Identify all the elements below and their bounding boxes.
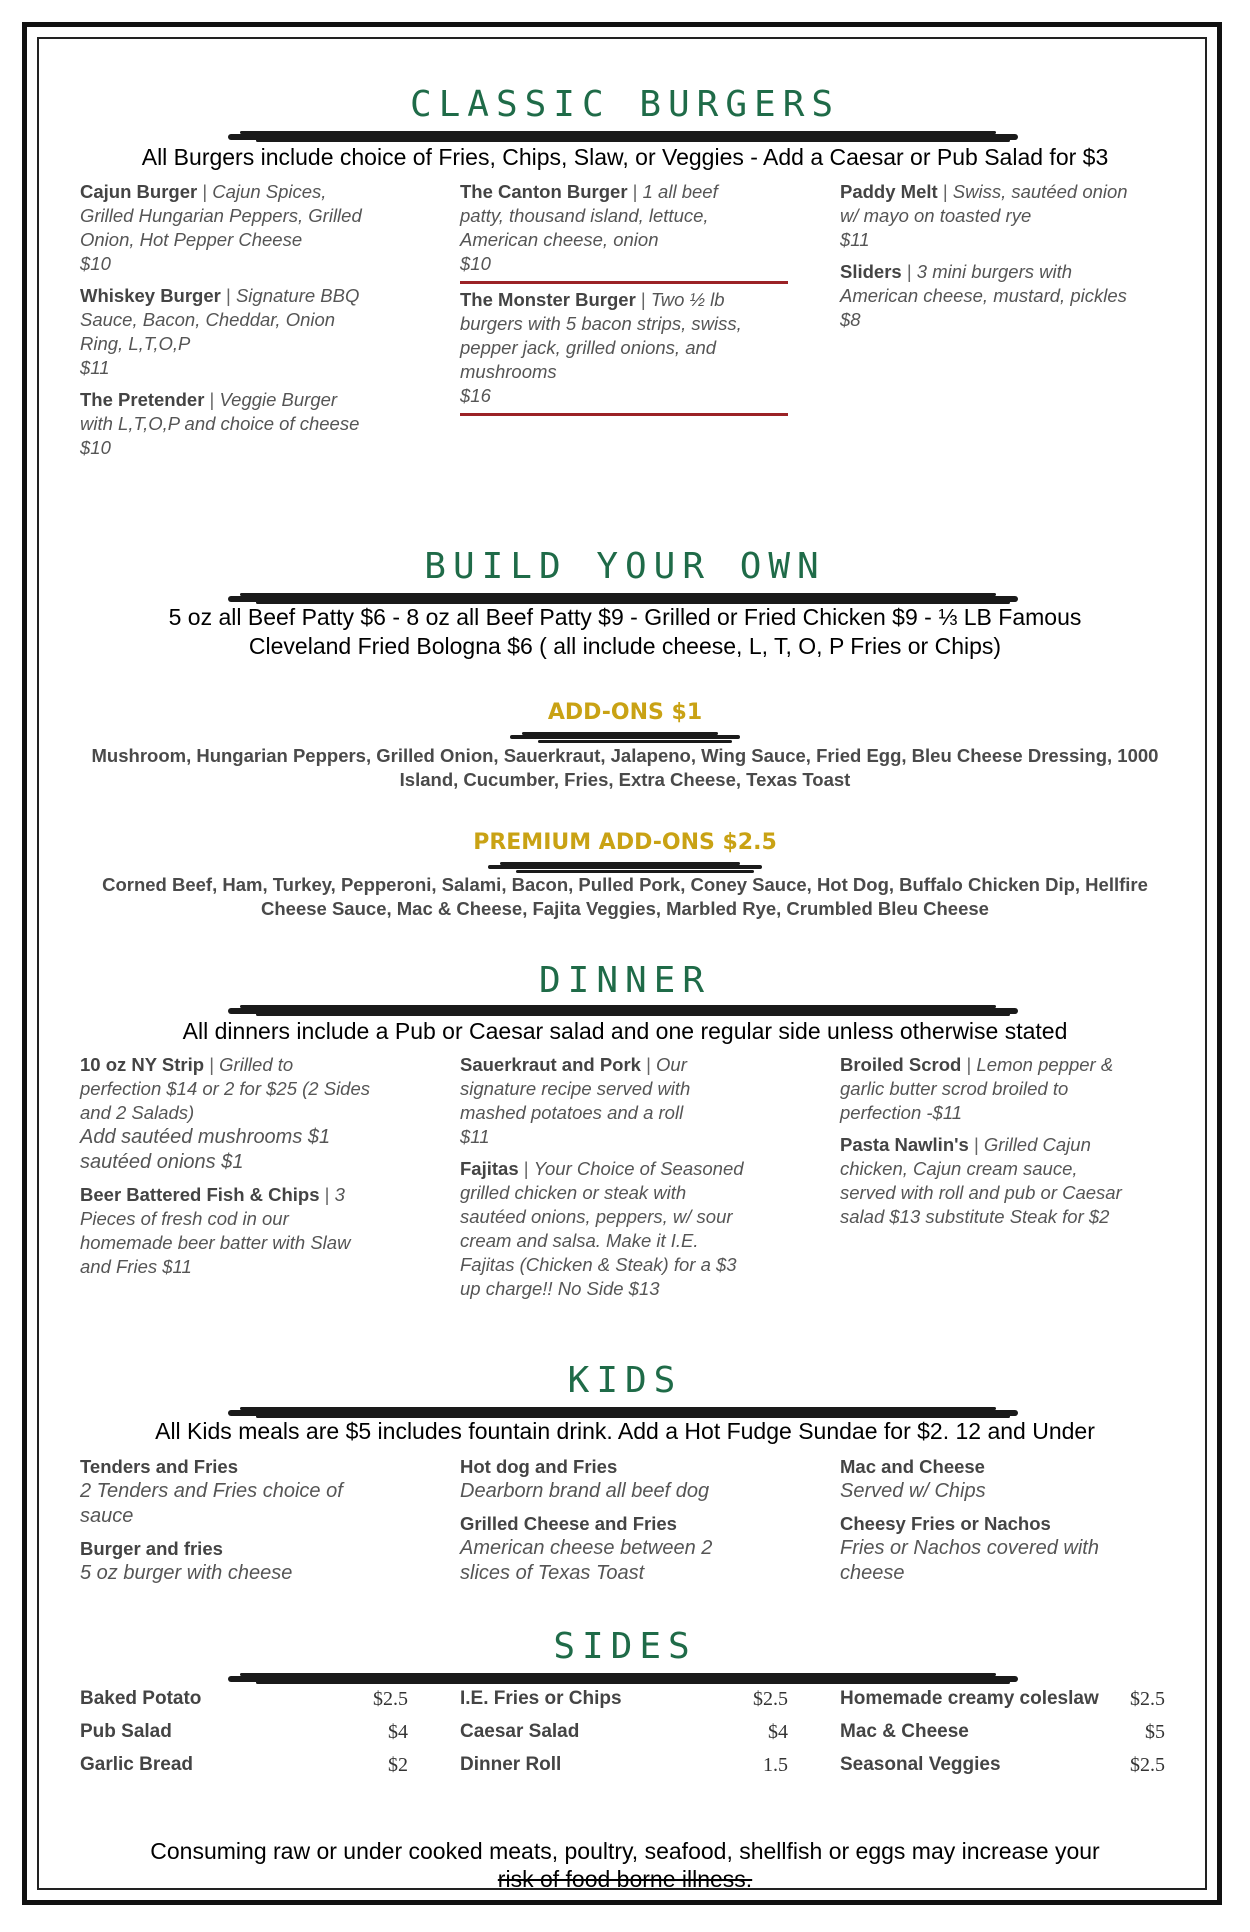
dinner-heading: DINNER bbox=[538, 960, 712, 1001]
classic-col-2 bbox=[460, 180, 760, 420]
build-your-own-heading: BUILD YOUR OWN bbox=[424, 546, 826, 587]
dinner-col-2 bbox=[460, 1053, 750, 1309]
food-safety-warning: Consuming raw or under cooked meats, poultry, seafood, shellfish or eggs may increase your risk of food borne illness. bbox=[150, 1838, 1100, 1892]
build-line-1: 5 oz all Beef Patty $6 - 8 oz all Beef Patty $9 - Grilled or Fried Chicken $9 - ⅓ LB Famous bbox=[168, 604, 1082, 630]
menu-item: Pasta Nawlin's | Grilled Cajun chicken, Cajun cream sauce, served with roll and pub or Caesar salad $13 substitute Steak for $2 bbox=[840, 1134, 1122, 1227]
menu-item: Cajun Burger | Cajun Spices, Grilled Hungarian Peppers, Grilled Onion, Hot Pepper Cheese $10 bbox=[80, 181, 362, 274]
menu-item: Burger and fries 5 oz burger with cheese bbox=[80, 1538, 293, 1584]
brush-divider bbox=[228, 1410, 1018, 1416]
menu-item: The Canton Burger | 1 all beef patty, thousand island, lettuce, American cheese, onion $10 bbox=[460, 181, 718, 274]
menu-item: Sauerkraut and Pork | Our signature recipe served with mashed potatoes and a roll $11 bbox=[460, 1054, 691, 1147]
brush-divider bbox=[228, 1676, 1018, 1682]
red-rule bbox=[460, 413, 788, 416]
brush-divider bbox=[228, 134, 1018, 140]
classic-burgers-note: All Burgers include choice of Fries, Chips, Slaw, or Veggies - Add a Caesar or Pub Salad for $3 bbox=[141, 144, 1109, 170]
menu-item: Fajitas | Your Choice of Seasoned grilled chicken or steak with sautéed onions, peppers, w/ sour cream and salsa. Make it I.E. Fajitas (Chicken & Steak) for a $3 up charge!! No Side $13 bbox=[460, 1158, 744, 1299]
premium-addons-list: Corned Beef, Ham, Turkey, Pepperoni, Salami, Bacon, Pulled Pork, Coney Sauce, Hot Dog, Buffalo Chicken Dip, Hellfire Cheese Sauce, Mac & Cheese, Fajita Veggies, Marbled Rye, Crumbled Bleu Cheese bbox=[102, 874, 1148, 919]
kids-col-3 bbox=[840, 1455, 1130, 1594]
classic-col-1 bbox=[80, 180, 370, 468]
sides-heading: SIDES bbox=[553, 1626, 697, 1667]
brush-divider bbox=[228, 1008, 1018, 1014]
menu-item: The Pretender | Veggie Burger with L,T,O,P and choice of cheese $10 bbox=[80, 389, 360, 458]
dinner-col-3 bbox=[840, 1053, 1130, 1237]
addons-heading: ADD-ONS $1 bbox=[547, 700, 703, 725]
classic-col-3 bbox=[840, 180, 1130, 340]
dinner-note: All dinners include a Pub or Caesar salad and one regular side unless otherwise stated bbox=[182, 1018, 1068, 1044]
menu-item: Mac and Cheese Served w/ Chips bbox=[840, 1456, 986, 1502]
classic-burgers-heading: CLASSIC BURGERS bbox=[409, 84, 841, 125]
addons-list: Mushroom, Hungarian Peppers, Grilled Onion, Sauerkraut, Jalapeno, Wing Sauce, Fried Egg, Bleu Cheese Dressing, 1000 Island, Cucumber, Fries, Extra Cheese, Texas Toast bbox=[91, 745, 1159, 790]
brush-divider bbox=[228, 596, 1018, 602]
kids-col-2 bbox=[460, 1455, 750, 1594]
menu-item: Broiled Scrod | Lemon pepper & garlic butter scrod broiled to perfection -$11 bbox=[840, 1054, 1114, 1123]
menu-item: Grilled Cheese and Fries American cheese between 2 slices of Texas Toast bbox=[460, 1513, 713, 1584]
kids-note: All Kids meals are $5 includes fountain drink. Add a Hot Fudge Sundae for $2. 12 and Under bbox=[155, 1418, 1095, 1444]
menu-item: The Monster Burger | Two ½ lb burgers with 5 bacon strips, swiss, pepper jack, grilled onions, and mushrooms $16 bbox=[460, 289, 742, 406]
brush-divider bbox=[510, 735, 740, 739]
menu-item: Sliders | 3 mini burgers with American cheese, mustard, pickles $8 bbox=[840, 261, 1127, 330]
brush-divider bbox=[488, 865, 762, 869]
red-rule bbox=[460, 281, 788, 284]
dinner-col-1 bbox=[80, 1053, 370, 1287]
menu-item: Beer Battered Fish & Chips | 3 Pieces of fresh cod in our homemade beer batter with Slaw and Fries $11 bbox=[80, 1184, 351, 1277]
premium-addons-heading: PREMIUM ADD-ONS $2.5 bbox=[473, 830, 777, 855]
menu-item: Whiskey Burger | Signature BBQ Sauce, Bacon, Cheddar, Onion Ring, L,T,O,P $11 bbox=[80, 285, 360, 378]
menu-item: Hot dog and Fries Dearborn brand all beef dog bbox=[460, 1456, 710, 1502]
kids-heading: KIDS bbox=[567, 1360, 683, 1401]
kids-col-1 bbox=[80, 1455, 370, 1594]
menu-item: Paddy Melt | Swiss, sautéed onion w/ mayo on toasted rye $11 bbox=[840, 181, 1128, 250]
menu-item: 10 oz NY Strip | Grilled to perfection $14 or 2 for $25 (2 Sides and 2 Salads) Add sautéed mushrooms $1 sautéed onions $1 bbox=[80, 1054, 371, 1173]
menu-item: Cheesy Fries or Nachos Fries or Nachos covered with cheese bbox=[840, 1513, 1099, 1584]
menu-item: Tenders and Fries 2 Tenders and Fries choice of sauce bbox=[80, 1456, 343, 1527]
build-line-2: Cleveland Fried Bologna $6 ( all include cheese, L, T, O, P Fries or Chips) bbox=[248, 633, 1002, 659]
